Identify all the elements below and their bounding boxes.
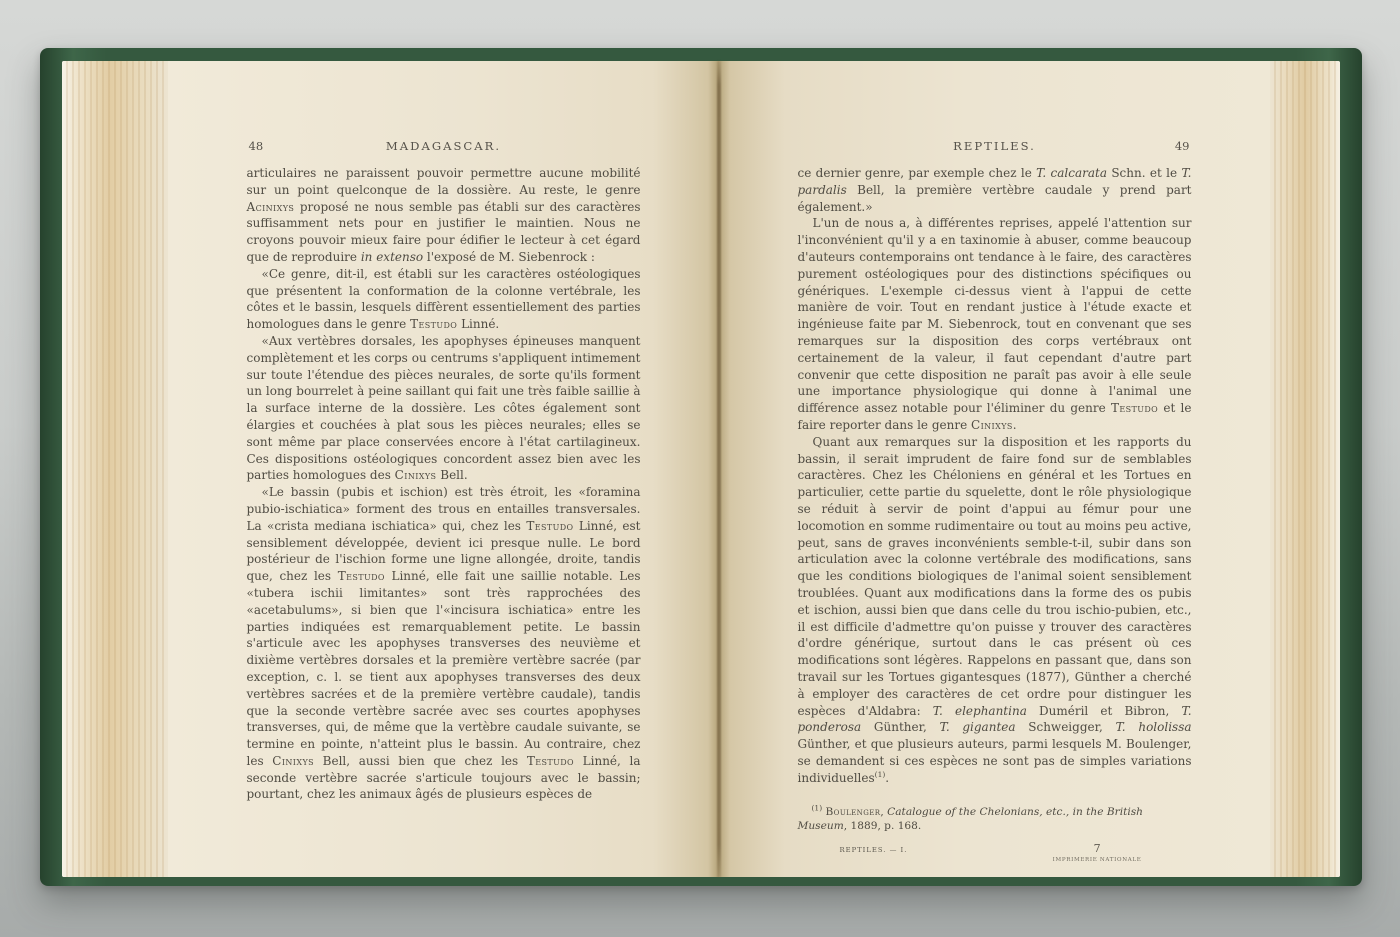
left-page: [168, 61, 719, 877]
book: [40, 48, 1362, 886]
page-spread: [168, 61, 1270, 877]
paragraph: Quant aux remarques sur la disposition et les rapports du bassin, il serait imprudent de faire fond sur de semblables caractères. Chez les Chéloniens en général et les Tortues en particulier, cette partie du squelette, dont le rôle physiologique se réduit à servir de point d'appui au fémur pour une locomotion en somme rudimentaire ou tout au moins peu active, peut, sans de graves inconvénients semble-t-il, subir dans son articulation avec la colonne vertébrale des modifications, sans que les conditions biologiques de l'animal soient sensiblement troublées. Quant aux modifications dans la forme des os pubis et ischion, aussi bien que dans celle du trou ischio-pubien, etc., il est difficile d'admettre qu'on puisse y trouver des caractères d'ordre générique, surtout dans le cas présent où ces modifications sont légères. Rappelons en passant que, dans son travail sur les Tortues gigantesques (1877), Günther a cherché à employer des caractères de cet ordre pour distinguer les espèces d'Aldabra: T. elephantina Duméril et Bibron, T. ponderosa Günther, T. gigantea Schweigger, T. hololissa Günther, et que plusieurs auteurs, parmi lesquels M. Boulenger, se demandent si ces espèces ne sont pas de simples variations individuelles$^{(1)}$.: [797, 434, 1192, 785]
footer-sheet: [1053, 842, 1142, 863]
left-running-title: MADAGASCAR.: [385, 139, 502, 153]
left-folio: 48: [248, 139, 264, 153]
paragraph: articulaires ne paraissent pouvoir permettre aucune mobilité sur un point quelconque de la dossière. Au reste, le genre Acinixys proposé ne nous semble pas établi sur des caractères suffisamment nets pour en justifier le maintien. Nous ne croyons pouvoir mieux faire pour édifier le lecteur à cet égard que de reproduire in extenso l'exposé de M. Siebenrock :: [246, 166, 641, 264]
paragraph: L'un de nous a, à différentes reprises, appelé l'attention sur l'inconvénient qu'il y a en taxinomie à abuser, comme beaucoup d'auteurs contemporains ont tendance à le faire, des caractères purement ostéologiques pour des distinctions spécifiques ou génériques. L'exemple ci-dessus vient à l'appui de cette manière de voir. Tout en rendant justice à l'étude exacte et ingénieuse faite par M. Siebenrock, tout en convenant que ses remarques sur la disposition des corps vertébraux ont certainement de la valeur, il faut cependant d'autre part convenir que cette disposition ne paraît pas avoir à elle seule une importance physiologique qui donne à l'animal une différence assez notable pour l'éliminer du genre Testudo et le faire reporter dans le genre Cinixys.: [797, 216, 1192, 432]
right-running-title: REPTILES.: [953, 139, 1036, 153]
paragraph: «Aux vertèbres dorsales, les apophyses épineuses manquent complètement et les corps ou centrums s'appliquent intimement sur toute l'étendue des pièces neurales, de sorte qu'ils forment un long bourrelet à peine saillant qui fait une très faible saillie à la surface interne de la dossière. Les côtes également sont élargies et couchées à plat sous les pièces neurales; elles se sont même par place conservées encore à l'état cartilagineux. Ces dispositions ostéologiques concordent assez bien avec les parties homologues des Cinixys Bell.: [246, 333, 641, 483]
footer-signature-mark: REPTILES. — I.: [839, 846, 908, 855]
fore-edge-left: [62, 61, 168, 877]
page-footer: [798, 842, 1192, 863]
paragraph: «Ce genre, dit-il, est établi sur les caractères ostéologiques que présentent la conformation de la colonne vertébrale, les côtes et le bassin, lesquels diffèrent essentiellement des parties homologues dans le genre Testudo Linné.: [246, 266, 641, 332]
right-text-column: [798, 139, 1192, 863]
footer-sheet-number: 7: [1093, 842, 1101, 856]
gutter-shadow: [717, 61, 721, 877]
footer-imprint: IMPRIMERIE NATIONALE: [1052, 857, 1142, 864]
right-page-header: [798, 139, 1192, 159]
left-text-column: [247, 139, 641, 803]
footnote: $^{(1)}$ Boulenger, Catalogue of the Chelonians, etc., in the British Museum, 1889, p. 168.: [797, 803, 1144, 833]
left-body-text: [247, 165, 641, 803]
fore-edge-right: [1270, 61, 1340, 877]
page-stack: [62, 61, 1340, 877]
left-page-header: [247, 139, 641, 159]
right-folio: 49: [1174, 139, 1190, 153]
paragraph: «Le bassin (pubis et ischion) est très étroit, les «foramina pubio-ischiatica» forment des trous en entailles transversales. La «crista mediana ischiatica» qui, chez les Testudo Linné, est sensiblement développée, devient ici presque nulle. Le bord postérieur de l'ischion forme une ligne allongée, droite, tandis que, chez les Testudo Linné, elle fait une saillie notable. Les «tubera ischii limitantes» sont très rapprochées des «acetabulums», si bien que l'«incisura ischiatica» entre les parties indiquées est remarquablement petite. Le bassin s'articule avec les apophyses transverses des neuvième et dixième vertèbres dorsales et la première vertèbre sacrée (par exception, c. l. se tient aux apophyses transverses des deux vertèbres sacrées et de la première vertèbre caudale), tandis que la seconde vertèbre sacrée avec ses courtes apophyses transverses, qui, de même que la vertèbre caudale suivante, se termine en pointe, n'atteint plus le bassin. Au contraire, chez les Cinixys Bell, aussi bien que chez les Testudo Linné, la seconde vertèbre sacrée s'articule toujours avec le bassin; pourtant, chez les animaux âgés de plusieurs espèces de: [246, 485, 641, 802]
right-page: [719, 61, 1270, 877]
paragraph: ce dernier genre, par exemple chez le T. calcarata Schn. et le T. pardalis Bell, la première vertèbre caudale y prend part également.»: [797, 166, 1192, 214]
right-body-text: [798, 165, 1192, 786]
